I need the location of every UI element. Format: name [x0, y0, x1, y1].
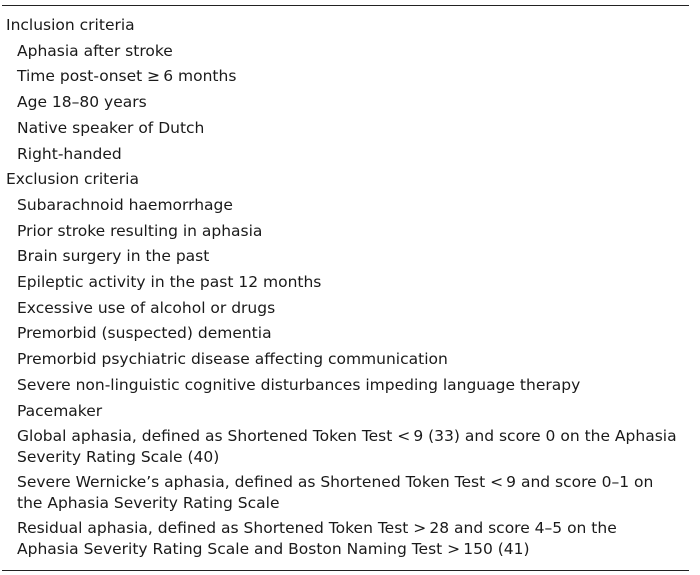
inclusion-item-time-post-onset: Time post-onset ≥ 6 months: [17, 67, 237, 86]
exclusion-item-severe-wernicke-aphasia: Severe Wernicke’s aphasia, defined as Shortened Token Test < 9 and score 0–1 on the Aphasia Severity Rating Scale: [17, 473, 654, 512]
exclusion-item-alcohol-drugs: Excessive use of alcohol or drugs: [17, 298, 276, 317]
inclusion-item-right-handed: Right-handed: [17, 144, 122, 163]
inclusion-item-native-speaker: Native speaker of Dutch: [17, 118, 205, 137]
inclusion-item-age: Age 18–80 years: [17, 93, 147, 112]
exclusion-criteria-heading: Exclusion criteria: [6, 170, 139, 189]
exclusion-item-premorbid-dementia: Premorbid (suspected) dementia: [17, 324, 272, 343]
exclusion-item-prior-stroke: Prior stroke resulting in aphasia: [17, 221, 263, 240]
exclusion-item-brain-surgery: Brain surgery in the past: [17, 247, 210, 266]
exclusion-item-residual-aphasia: Residual aphasia, defined as Shortened Token Test > 28 and score 4–5 on the Aphasia Severity Rating Scale and Boston Naming Test > 150 (41): [17, 519, 617, 558]
inclusion-criteria-heading: Inclusion criteria: [6, 16, 135, 34]
exclusion-item-global-aphasia: Global aphasia, defined as Shortened Token Test < 9 (33) and score 0 on the Aphasia Severity Rating Scale (40): [17, 427, 677, 466]
criteria-table: [2, 5, 689, 571]
inclusion-item-aphasia-after-stroke: Aphasia after stroke: [17, 41, 173, 60]
exclusion-item-pacemaker: Pacemaker: [17, 401, 103, 420]
exclusion-item-premorbid-psychiatric: Premorbid psychiatric disease affecting communication: [17, 350, 448, 369]
exclusion-item-epileptic-activity: Epileptic activity in the past 12 months: [17, 273, 322, 291]
exclusion-item-subarachnoid-haemorrhage: Subarachnoid haemorrhage: [17, 195, 233, 214]
exclusion-item-cognitive-disturbances: Severe non-linguistic cognitive disturbances impeding language therapy: [17, 375, 581, 394]
